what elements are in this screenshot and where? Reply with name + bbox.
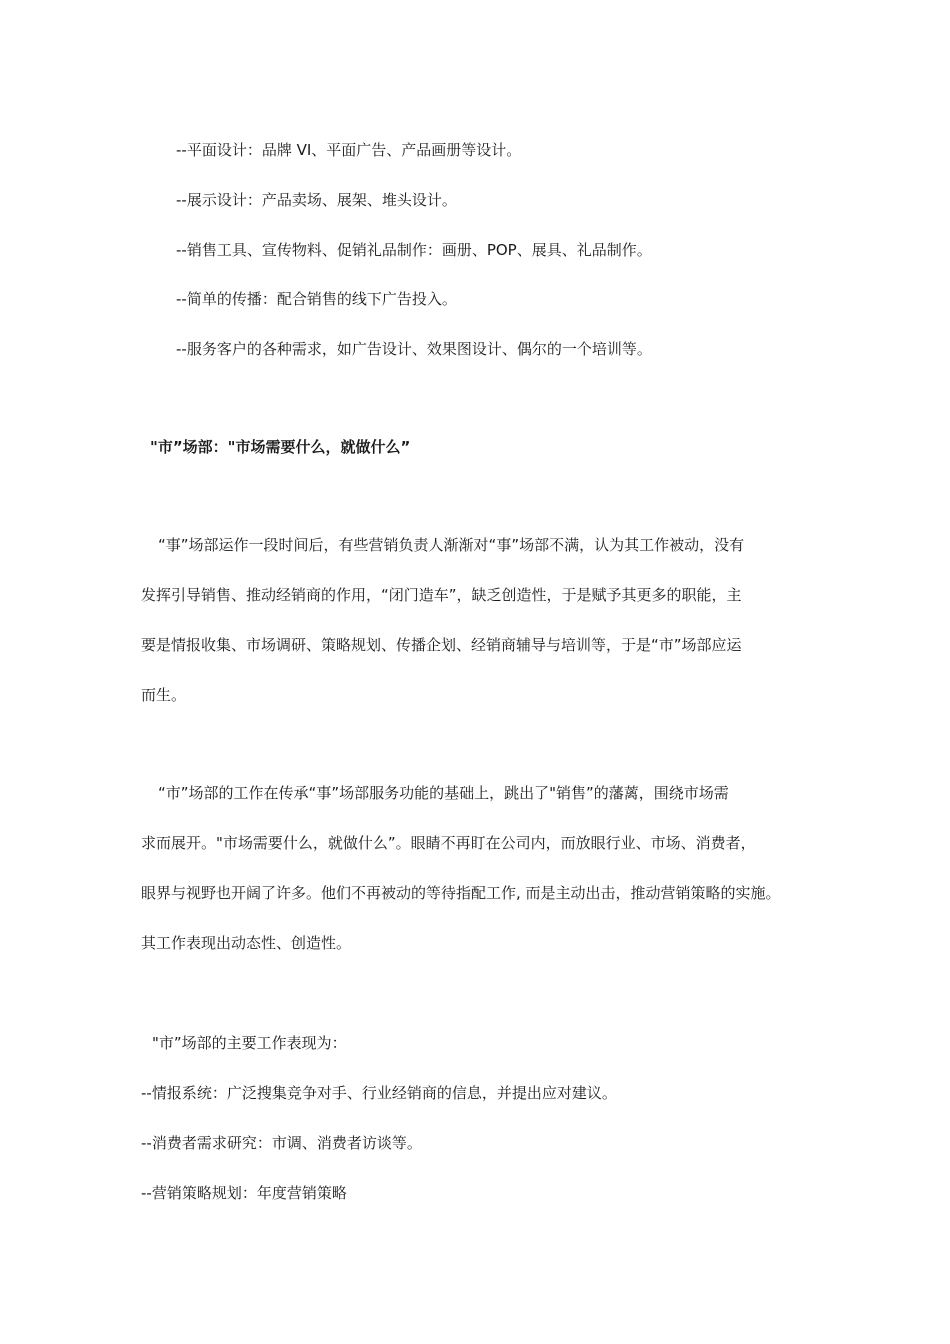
list-item-sales-tools: --销售工具、宣传物料、促销礼品制作：画册、POP、展具、礼品制作。 <box>176 241 652 259</box>
paragraph-line: 而生。 <box>141 686 187 704</box>
list-item-simple-promotion: --简单的传播：配合销售的线下广告投入。 <box>176 290 457 308</box>
list-item-marketing-strategy: --营销策略规划：年度营销策略 <box>141 1184 347 1202</box>
list-intro: "市”场部的主要工作表现为： <box>152 1034 347 1052</box>
list-item-display-design: --展示设计：产品卖场、展架、堆头设计。 <box>176 191 457 209</box>
paragraph-line: 求而展开。"市场需要什么，就做什么”。眼睛不再盯在公司内，而放眼行业、市场、消费者， <box>141 834 756 852</box>
list-item-consumer-research: --消费者需求研究：市调、消费者访谈等。 <box>141 1134 422 1152</box>
paragraph-line: 眼界与视野也开阔了许多。他们不再被动的等待指配工作, 而是主动出击，推动营销策略的实施。 <box>141 884 781 902</box>
paragraph-line: 要是情报收集、市场调研、策略规划、传播企划、经销商辅导与培训等，于是“市”场部应运 <box>141 636 742 654</box>
list-item-graphic-design: --平面设计：品牌 VI、平面广告、产品画册等设计。 <box>176 141 522 159</box>
paragraph-line: “事”场部运作一段时间后，有些营销负责人渐渐对“事”场部不满，认为其工作被动，没有 <box>158 536 745 554</box>
section-heading: "市”场部："市场需要什么，就做什么” <box>150 438 411 456</box>
paragraph-line: 发挥引导销售、推动经销商的作用，“闭门造车”，缺乏创造性，于是赋予其更多的职能，主 <box>141 586 742 604</box>
paragraph-line: “市”场部的工作在传承“事”场部服务功能的基础上，跳出了"销售”的藩蓠，围绕市场需 <box>158 784 729 802</box>
list-item-client-service: --服务客户的各种需求，如广告设计、效果图设计、偶尔的一个培训等。 <box>176 340 652 358</box>
paragraph-line: 其工作表现出动态性、创造性。 <box>141 934 352 952</box>
list-item-intelligence: --情报系统：广泛搜集竞争对手、行业经销商的信息，并提出应对建议。 <box>141 1084 617 1102</box>
